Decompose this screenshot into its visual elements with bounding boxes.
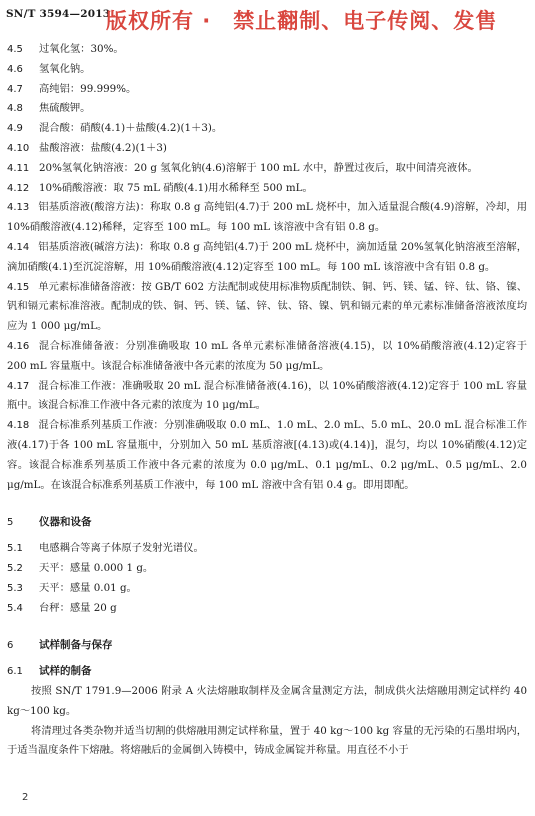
item-text: 高纯铝：99.999%。 [39,82,137,95]
list-item [7,599,527,619]
list-item [7,99,527,119]
item-number: 5.1 [7,543,23,555]
item-text: 天平：感量 0.01 g。 [39,581,137,594]
list-item [7,80,527,100]
list-item [7,159,527,179]
body-paragraph: 按照 SN/T 1791.9—2006 附录 A 火法熔融取制样及金属含量测定方法，制成供火法熔融用测定试样约 40 kg～100 kg。 [7,684,527,717]
item-number: 4.10 [7,142,30,154]
section-heading [7,513,527,533]
list-item [7,119,527,139]
item-number: 4.7 [7,83,23,95]
section-title: 仪器和设备 [39,516,92,529]
item-text: 10%硝酸溶液：取 75 mL 硝酸(4.1)用水稀释至 500 mL。 [39,181,313,194]
paragraph-text: 单元素标准储备溶液：按 GB/T 602 方法配制或使用标准物质配制铁、铜、钙、镁、锰、锌、钛、铬、镍、钒和镉元素标准溶液。配制成的铁、铜、钙、镁、锰、锌、钛、铬、镍、钒和镉元素的单元素标准储备溶液浓度均应为 1 000 μg/mL。 [7,280,527,333]
subsection-heading [7,662,527,682]
list-item [7,40,527,60]
item-text: 电感耦合等离子体原子发射光谱仪。 [39,542,204,555]
item-number: 4.17 [7,380,30,392]
paragraph-text: 混合标准储备液：分别准确吸取 10 mL 各单元素标准储备溶液(4.15)，以 10%硝酸溶液(4.12)定容于 200 mL 容量瓶中。该混合标准储备液中各元素的浓度为 50 μg/mL。 [7,339,527,372]
item-number: 4.15 [7,281,30,293]
paragraph-text: 混合标准工作液：准确吸取 20 mL 混合标准储备液(4.16)，以 10%硝酸溶液(4.12)定容于 100 mL 容量瓶中。该混合标准工作液中各元素的浓度为 10 μg/mL。 [7,379,527,412]
item-number: 4.14 [7,241,30,253]
list-item [7,579,527,599]
item-text: 盐酸溶液：盐酸(4.2)(1＋3) [39,141,167,154]
paragraph-text: 铝基质溶液(碱溶方法)：称取 0.8 g 高纯铝(4.7)于 200 mL 烧杯中，滴加适量 20%氢氧化钠溶液至溶解，滴加硝酸(4.1)至沉淀溶解，用 10%硝酸溶液(4.12)定容至 100 mL。每 100 mL 该溶液中含有铝 0.8 g。 [7,240,527,273]
item-text: 焦硫酸钾。 [39,102,91,115]
item-text: 混合酸：硝酸(4.1)＋盐酸(4.2)(1＋3)。 [39,122,223,135]
reagent-paragraph [7,416,527,495]
item-text: 氢氧化钠。 [39,62,91,75]
item-text: 台秤：感量 20 g [39,601,117,614]
list-item [7,559,527,579]
paragraph-text: 铝基质溶液(酸溶方法)：称取 0.8 g 高纯铝(4.7)于 200 mL 烧杯中，加入适量混合酸(4.9)溶解，冷却，用 10%硝酸溶液(4.12)稀释，定容至 100 mL。每 100 mL 该溶液中含有铝 0.8 g。 [7,201,527,234]
page-number: 2 [22,792,29,803]
item-text: 过氧化氢：30%。 [39,43,124,55]
item-number: 4.6 [7,63,23,75]
list-item [7,60,527,80]
list-item [7,179,527,199]
item-number: 4.12 [7,182,30,194]
item-number: 5.2 [7,562,23,574]
item-number: 4.8 [7,103,23,115]
item-number: 4.11 [7,162,30,174]
reagent-paragraph [7,238,527,278]
reagent-list [7,40,527,198]
reagent-paragraph [7,278,527,337]
subsection-title: 试样的制备 [39,665,92,678]
reagent-paragraph [7,377,527,417]
list-item [7,539,527,559]
section-title: 试样制备与保存 [39,639,113,652]
item-number: 4.18 [7,420,30,432]
item-number: 5.3 [7,582,23,594]
watermark-text: 版权所有 · 禁止翻制、电子传阅、发售 [106,9,498,33]
reagent-paragraph [7,198,527,238]
standard-code-header: SN/T 3594—2013 [6,8,111,20]
paragraph-text: 混合标准系列基质工作液：分别准确吸取 0.0 mL、1.0 mL、2.0 mL、5.0 mL、20.0 mL 混合标准工作液(4.17)于各 100 mL 容量瓶中，分别加入 50 mL 基质溶液[(4.13)或(4.14)]，混匀，均以 10%硝酸(4.12)定容。该混合标准系列基质工作液中各元素的浓度为 0.0 μg/mL、0.1 μg/mL、0.2 μg/mL、0.5 μg/mL、2.0 μg/mL。在该混合标准系列基质工作液中，每 100 mL 溶液中含有铝 0.4 g。即用即配。 [7,419,527,491]
item-number: 4.5 [7,44,23,55]
reagent-paragraph [7,337,527,377]
list-item [7,139,527,159]
item-text: 天平：感量 0.000 1 g。 [39,561,154,574]
section-number: 5 [7,517,14,529]
equipment-list [7,539,527,618]
item-number: 4.16 [7,340,30,352]
body-paragraph: 将清理过各类杂物并适当切割的供熔融用测定试样称量，置于 40 kg～100 kg 容量的无污染的石墨坩埚内，于适当温度条件下熔融。将熔融后的金属倒入铸模中，铸成金属锭并称量。用直径不小于 [7,724,527,757]
section-number: 6 [7,640,14,652]
item-number: 4.9 [7,123,23,135]
subsection-number: 6.1 [7,666,23,678]
item-number: 4.13 [7,202,30,214]
document-body [7,40,527,761]
item-number: 5.4 [7,602,23,614]
section-heading [7,636,527,656]
item-text: 20%氢氧化钠溶液：20 g 氢氧化钠(4.6)溶解于 100 mL 水中，静置过夜后，取中间清亮液体。 [39,161,478,174]
